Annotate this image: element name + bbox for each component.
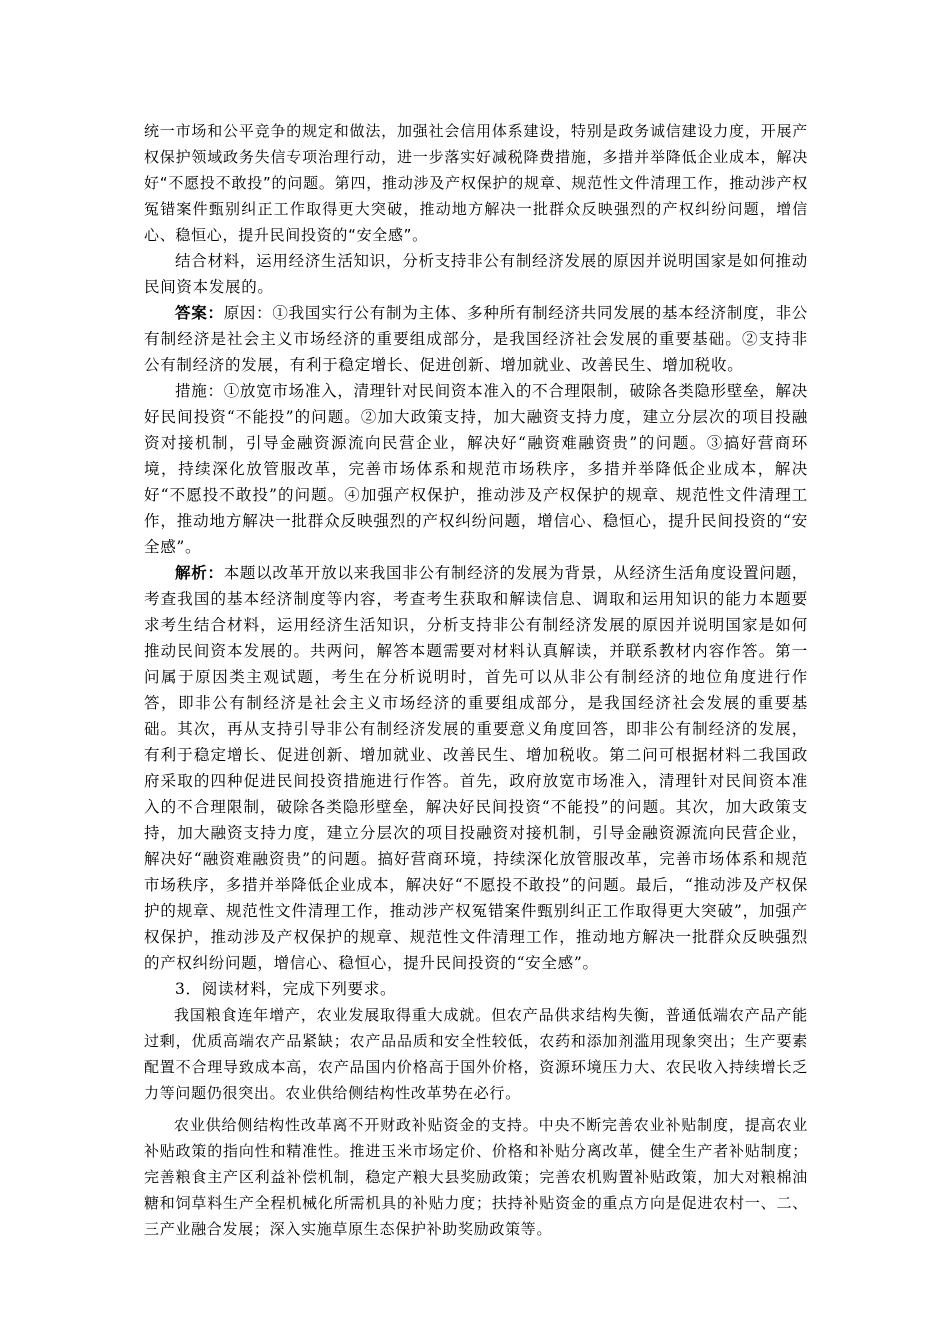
question-3-material-2: 农业供给侧结构性改革离不开财政补贴资金的支持。中央不断完善农业补贴制度，提高农业补贴政策的指向性和精准性。推进玉米市场定价、价格和补贴分离改革，健全生产者补贴制度；完善粮食主产区利益补偿机制，稳定产粮大县奖励政策；完善农机购置补贴政策，加大对粮棉油糖和饲草料生产全程机械化所需机具的补贴力度；扶持补贴资金的重点方向是促进农村一、二、三产业融合发展；深入实施草原生态保护补助奖励政策等。 <box>144 1116 808 1238</box>
analysis-label: 解析： <box>175 563 224 582</box>
answer-measures: 措施：①放宽市场准入，清理针对民间资本准入的不合理限制，破除各类隐形壁垒，解决好民间投资“不能投”的问题。②加大政策支持，加大融资支持力度，建立分层次的项目投融资对接机制，引导金融资源流向民营企业，解决好“融资难融资贵”的问题。③搞好营商环境，持续深化放管服改革，完善市场体系和规范市场秩序，多措并举降低企业成本，解决好“不愿投不敢投”的问题。④加强产权保护，推动涉及产权保护的规章、规范性文件清理工作，推动地方解决一批群众反映强烈的产权纠纷问题，增信心、稳恒心，提升民间投资的“安全感”。 <box>144 382 808 556</box>
question-3-material-1: 我国粮食连年增产，农业发展取得重大成就。但农产品供求结构失衡，普通低端农产品产能过剩，优质高端农产品紧缺；农产品品质和安全性较低，农药和添加剂滥用现象突出；生产要素配置不合理导致成本高，农产品国内价格高于国外价格，资源环境压力大、农民收入持续增长乏力等问题仍很突出。农业供给侧结构性改革势在必行。 <box>144 1006 808 1102</box>
answer-label: 答案： <box>175 303 224 322</box>
analysis <box>144 560 808 976</box>
answer-reason <box>144 300 808 378</box>
material-continuation: 统一市场和公平竞争的规定和做法，加强社会信用体系建设，特别是政务诚信建设力度，开展产权保护领域政务失信专项治理行动，进一步落实好减税降费措施，多措并举降低企业成本，解决好“不愿投不敢投”的问题。第四，推动涉及产权保护的规章、规范性文件清理工作，推动涉产权冤错案件甄别纠正工作取得更大突破，推动地方解决一批群众反映强烈的产权纠纷问题，增信心、稳恒心，提升民间投资的“安全感”。 <box>144 122 808 244</box>
document-page <box>144 118 808 1242</box>
question-3-title: 3．阅读材料，完成下列要求。 <box>175 980 397 998</box>
question-prompt: 结合材料，运用经济生活知识，分析支持非公有制经济发展的原因并说明国家是如何推动民间资本发展的。 <box>144 252 808 296</box>
analysis-text: 本题以改革开放以来我国非公有制经济的发展为背景，从经济生活角度设置问题，考查我国的基本经济制度等内容，考查考生获取和解读信息、调取和运用知识的能力本题要求考生结合材料，运用经济生活知识，分析支持非公有制经济发展的原因并说明国家是如何推动民间资本发展的。共两问，解答本题需要对材料认真解读，并联系教材内容作答。第一问属于原因类主观试题，考生在分析说明时，首先可以从非公有制经济的地位角度进行作答，即非公有制经济是社会主义市场经济的重要组成部分，是我国经济社会发展的重要基础。其次，再从支持引导非公有制经济发展的重要意义角度回答，即非公有制经济的发展，有利于稳定增长、促进创新、增加就业、改善民生、增加税收。第二问可根据材料二我国政府采取的四种促进民间投资措施进行作答。首先，政府放宽市场准入，清理针对民间资本准入的不合理限制，破除各类隐形壁垒，解决好民间投资“不能投”的问题。其次，加大政策支持，加大融资支持力度，建立分层次的项目投融资对接机制，引导金融资源流向民营企业，解决好“融资难融资贵”的问题。搞好营商环境，持续深化放管服改革，完善市场体系和规范市场秩序，多措并举降低企业成本，解决好“不愿投不敢投”的问题。最后，“推动涉及产权保护的规章、规范性文件清理工作，推动涉产权冤错案件甄别纠正工作取得更大突破”，加强产权保护，推动涉及产权保护的规章、规范性文件清理工作，推动地方解决一批群众反映强烈的产权纠纷问题，增信心、稳恒心，提升民间投资的“安全感”。 <box>144 564 808 972</box>
answer-reason-text: 原因：①我国实行公有制为主体、多种所有制经济共同发展的基本经济制度，非公有制经济是社会主义市场经济的重要组成部分，是我国经济社会发展的重要基础。②支持非公有制经济的发展，有利于稳定增长、促进创新、增加就业、改善民生、增加税收。 <box>144 304 808 374</box>
